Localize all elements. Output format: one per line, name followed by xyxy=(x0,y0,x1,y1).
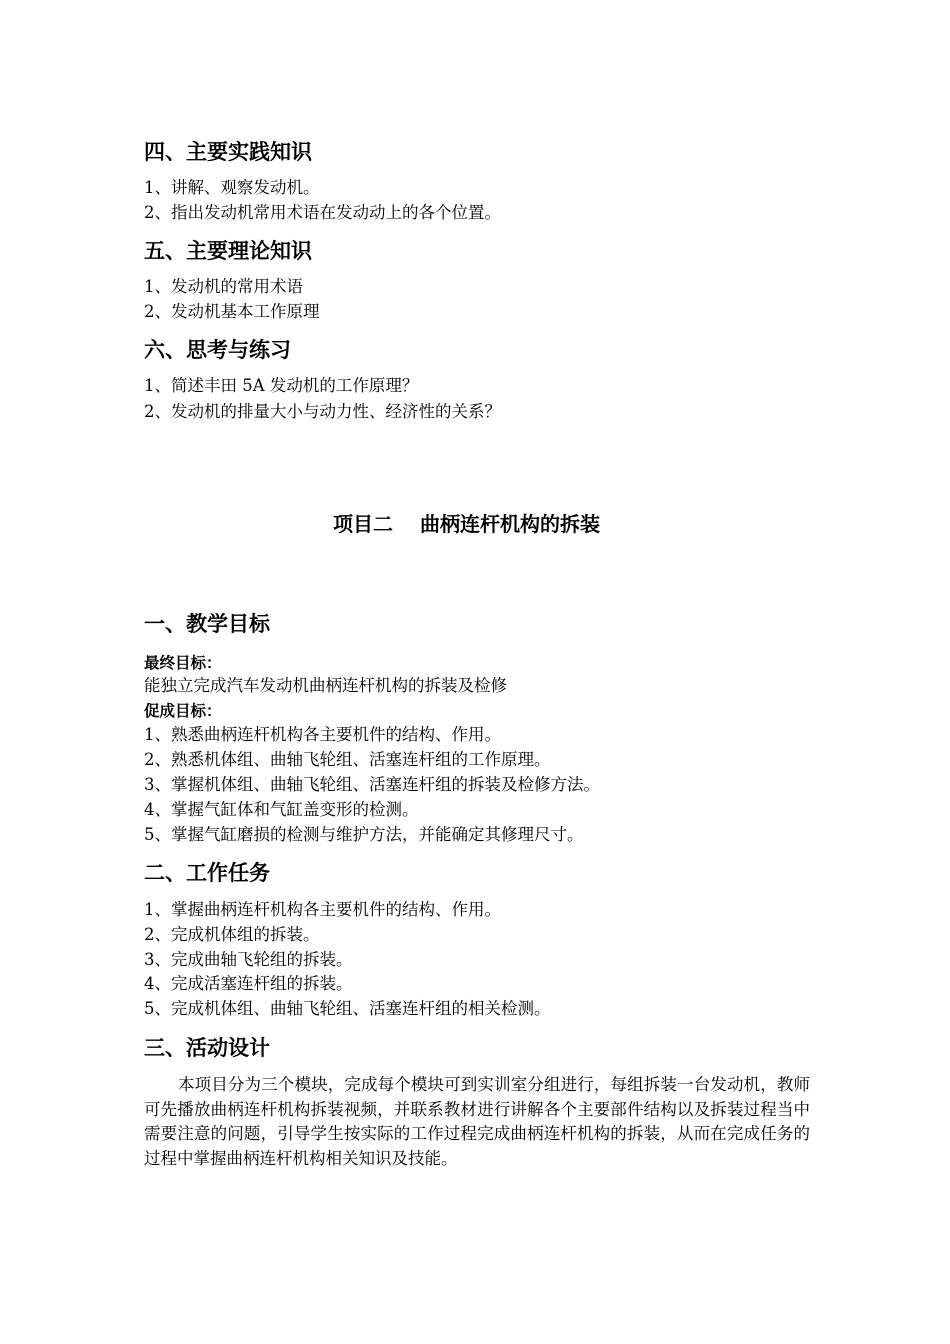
list-item: 1、掌握曲柄连杆机构各主要机件的结构、作用。 xyxy=(144,900,501,919)
section-heading-practice: 四、主要实践知识 xyxy=(144,140,312,164)
final-goal-label: 最终目标： xyxy=(144,654,222,672)
section-heading-work-tasks: 二、工作任务 xyxy=(144,861,270,885)
list-item: 4、完成活塞连杆组的拆装。 xyxy=(144,974,353,993)
list-item: 2、熟悉机体组、曲轴飞轮组、活塞连杆组的工作原理。 xyxy=(144,750,551,769)
section-heading-activity-design: 三、活动设计 xyxy=(144,1036,270,1060)
section-heading-teaching-goals: 一、教学目标 xyxy=(144,612,270,636)
list-item: 1、讲解、观察发动机。 xyxy=(144,178,320,197)
list-item: 3、完成曲轴飞轮组的拆装。 xyxy=(144,950,353,969)
list-item: 5、掌握气缸磨损的检测与维护方法，并能确定其修理尺寸。 xyxy=(144,825,584,844)
list-item: 2、发动机基本工作原理 xyxy=(144,302,320,321)
list-item: 5、完成机体组、曲轴飞轮组、活塞连杆组的相关检测。 xyxy=(144,999,551,1018)
list-item: 2、指出发动机常用术语在发动动上的各个位置。 xyxy=(144,203,501,222)
list-item: 2、发动机的排量大小与动力性、经济性的关系？ xyxy=(144,402,501,421)
list-item: 1、简述丰田 5A 发动机的工作原理？ xyxy=(144,376,419,395)
list-item: 3、掌握机体组、曲轴飞轮组、活塞连杆组的拆装及检修方法。 xyxy=(144,775,600,794)
list-item: 4、掌握气缸体和气缸盖变形的检测。 xyxy=(144,800,419,819)
final-goal-text: 能独立完成汽车发动机曲柄连杆机构的拆装及检修 xyxy=(144,676,507,695)
section-heading-exercises: 六、思考与练习 xyxy=(144,338,291,362)
list-item: 2、完成机体组的拆装。 xyxy=(144,925,320,944)
section-heading-theory: 五、主要理论知识 xyxy=(144,239,312,263)
promote-goal-label: 促成目标： xyxy=(144,702,222,720)
project-title: 项目二 曲柄连杆机构的拆装 xyxy=(333,512,600,536)
activity-paragraph: 本项目分为三个模块，完成每个模块可到实训室分组进行，每组拆装一台发动机，教师可先播放曲柄连杆机构拆装视频，并联系教材进行讲解各个主要部件结构以及拆装过程当中需要注意的问题，引导学生按实际的工作过程完成曲柄连杆机构的拆装，从而在完成任务的过程中掌握曲柄连杆机构相关知识及技能。 xyxy=(144,1075,810,1168)
list-item: 1、熟悉曲柄连杆机构各主要机件的结构、作用。 xyxy=(144,725,501,744)
list-item: 1、发动机的常用术语 xyxy=(144,277,303,296)
